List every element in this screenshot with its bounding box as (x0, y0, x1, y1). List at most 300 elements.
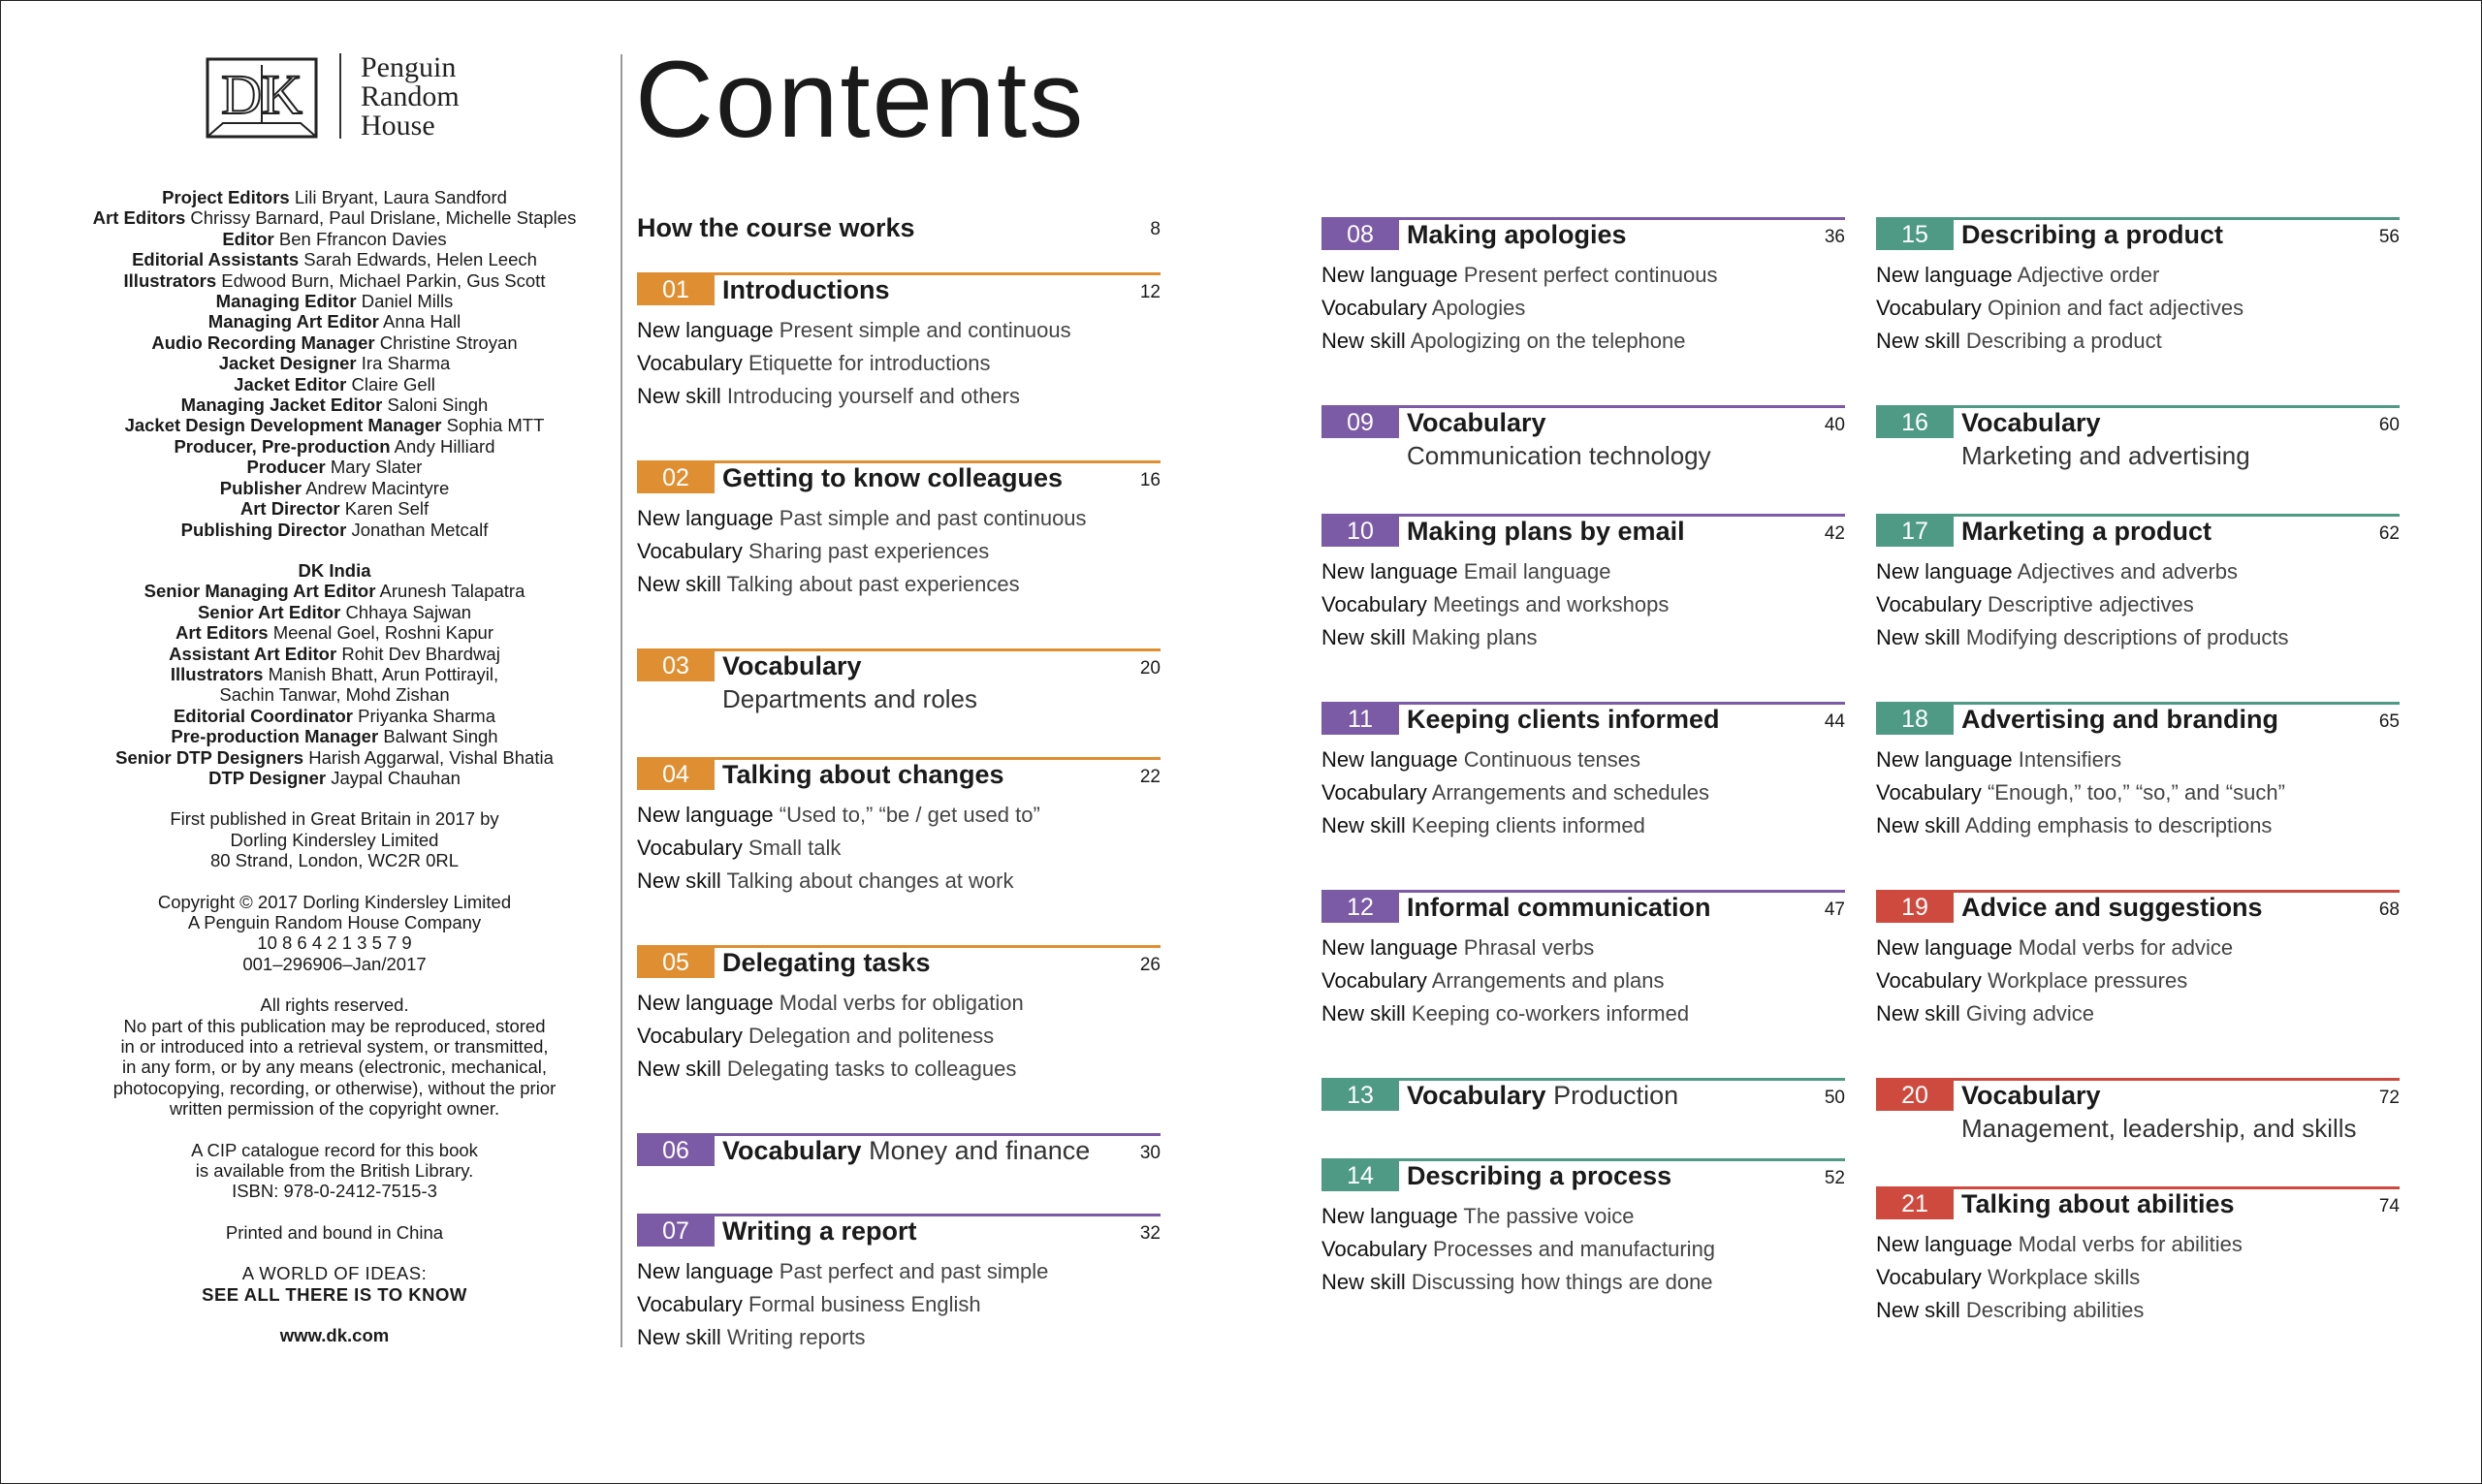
credits-spacer (48, 974, 620, 995)
unit-title-text: Vocabulary (722, 1136, 862, 1165)
row-label: New language (1321, 747, 1458, 772)
unit-row-new-language (1876, 555, 2289, 588)
unit-page-number: 62 (2378, 523, 2400, 544)
row-value: Formal business English (748, 1292, 981, 1316)
row-label: New language (1876, 263, 2013, 287)
credit-role: Publisher (219, 477, 302, 498)
unit-row-vocabulary (1876, 964, 2233, 997)
row-label: New skill (1876, 625, 1960, 649)
row-value: Workplace pressures (1987, 968, 2188, 993)
unit-row-vocabulary (1876, 588, 2289, 621)
credits-spacer (48, 540, 620, 560)
unit-number-badge: 19 (1876, 893, 1954, 923)
row-label: Vocabulary (1876, 1265, 1982, 1289)
row-value: Present perfect continuous (1463, 263, 1718, 287)
row-label: New language (637, 506, 774, 530)
row-label: New language (1876, 1232, 2013, 1256)
credit-names: Anna Hall (383, 311, 461, 332)
row-label: Vocabulary (1321, 592, 1427, 616)
unit-row-new-skill (1321, 997, 1689, 1030)
unit-title-text: Making apologies (1407, 220, 1627, 249)
unit-title-text: Vocabulary (1407, 408, 1546, 437)
unit-row-new-language (1321, 743, 1709, 776)
unit-number-badge: 02 (637, 463, 715, 493)
row-label: New language (1321, 935, 1458, 960)
unit-title-text: Vocabulary (1961, 1081, 2101, 1110)
printed-line: Printed and bound in China (225, 1221, 444, 1243)
credit-line (48, 684, 620, 705)
row-label: Vocabulary (637, 351, 743, 375)
prh-line: Random (361, 80, 460, 112)
see-all-tagline: SEE ALL THERE IS TO KNOW (202, 1283, 467, 1305)
prh-line: House (361, 110, 435, 142)
unit-page-number: 60 (2378, 415, 2400, 435)
row-label: New skill (1876, 1298, 1960, 1322)
row-value: Adjective order (2017, 263, 2160, 287)
row-label: New language (637, 1259, 774, 1283)
credit-names: Daniel Mills (361, 291, 454, 312)
rights-line: written permission of the copyright owner. (169, 1098, 500, 1120)
row-label: New skill (1321, 1270, 1406, 1294)
unit-number-badge: 13 (1321, 1081, 1399, 1111)
credit-line (48, 664, 620, 684)
credit-role: Senior Art Editor (197, 601, 341, 622)
rights-line: in any form, or by any means (electronic, mechanical, (121, 1057, 548, 1078)
credit-names: Chhaya Sajwan (345, 601, 472, 622)
unit-title-text: Making plans by email (1407, 517, 1685, 546)
unit-subtitle: Communication technology (1407, 441, 1711, 470)
cip-line: is available from the British Library. (195, 1160, 474, 1182)
unit-title-text: Getting to know colleagues (722, 463, 1064, 492)
credit-role: Editorial Assistants (132, 249, 300, 270)
copyright-line: 10 8 6 4 2 1 3 5 7 9 (257, 932, 412, 954)
credit-role: Illustrators (123, 269, 217, 291)
row-value: Giving advice (1965, 1001, 2094, 1026)
unit-row-new-language (637, 987, 1024, 1020)
credit-names: Arunesh Talapatra (379, 581, 525, 602)
unit-number-badge: 10 (1321, 517, 1399, 547)
row-value: Making plans (1411, 625, 1538, 649)
row-label: New skill (637, 1057, 721, 1081)
publisher-logo (204, 53, 485, 150)
unit-title (722, 947, 931, 979)
row-label: New skill (637, 384, 721, 408)
row-value: Modal verbs for obligation (779, 991, 1024, 1015)
unit-row-new-skill (637, 568, 1087, 601)
credit-role: Assistant Art Editor (169, 643, 337, 664)
rights-line: photocopying, recording, or otherwise), without the prior (112, 1077, 557, 1098)
unit-row-new-language (1321, 1200, 1715, 1233)
unit-number-badge: 21 (1876, 1189, 1954, 1219)
row-label: New skill (1321, 625, 1406, 649)
unit-number-badge: 09 (1321, 408, 1399, 438)
credits-spacer (48, 1202, 620, 1222)
unit-row-new-skill (1876, 809, 2285, 842)
row-label: New language (637, 318, 774, 342)
unit-page-number: 32 (1139, 1223, 1161, 1244)
unit-row-new-language (1876, 1228, 2243, 1261)
credit-role: Producer (246, 457, 326, 478)
unit-title (722, 1135, 1090, 1167)
unit-detail-rows (1321, 743, 1709, 842)
row-value: Email language (1463, 559, 1611, 584)
row-value: Past perfect and past simple (779, 1259, 1049, 1283)
credit-role: Editorial Coordinator (173, 705, 353, 726)
unit-page-number: 22 (1139, 767, 1161, 787)
unit-detail-rows (637, 799, 1040, 898)
row-value: Etiquette for introductions (748, 351, 991, 375)
toc-entry-title: How the course works (637, 213, 915, 242)
credit-names: Andrew Macintyre (305, 477, 450, 498)
unit-detail-rows (1321, 1200, 1715, 1299)
unit-row-vocabulary (1321, 292, 1718, 325)
logo-separator (339, 53, 341, 139)
credit-line (48, 644, 620, 664)
row-value: Past simple and past continuous (779, 506, 1087, 530)
unit-row-vocabulary (1321, 964, 1689, 997)
credit-role: Art Editors (175, 622, 269, 644)
unit-title (722, 1216, 917, 1247)
unit-title (722, 462, 1063, 494)
row-value: “Used to,” “be / get used to” (779, 803, 1040, 827)
unit-title (1961, 704, 2278, 736)
unit-detail-rows (1321, 931, 1689, 1030)
credit-names: Christine Stroyan (379, 332, 518, 353)
credit-role: Audio Recording Manager (151, 332, 375, 353)
credit-role: Jacket Design Development Manager (124, 415, 442, 436)
row-label: New language (637, 991, 774, 1015)
credit-role: Jacket Editor (234, 373, 347, 395)
credit-role: Project Editors (162, 187, 290, 207)
row-value: Arrangements and plans (1431, 968, 1665, 993)
unit-row-new-skill (637, 1053, 1024, 1086)
unit-title (722, 759, 1004, 791)
unit-row-new-language (1876, 743, 2285, 776)
credit-role: Pre-production Manager (171, 726, 379, 747)
credit-role: Illustrators (170, 663, 264, 684)
unit-page-number: 68 (2378, 900, 2400, 920)
unit-title (1407, 219, 1627, 251)
credit-role: Managing Jacket Editor (180, 395, 383, 416)
unit-page-number: 65 (2378, 711, 2400, 732)
credits-block (48, 187, 620, 1346)
unit-page-number: 16 (1139, 470, 1161, 490)
credits-spacer (48, 1305, 620, 1325)
row-value: Opinion and fact adjectives (1987, 296, 2244, 320)
unit-subtitle: Management, leadership, and skills (1961, 1114, 2357, 1143)
credit-role: Art Editors (92, 207, 186, 229)
credit-line (48, 602, 620, 622)
unit-page-number: 72 (2378, 1088, 2400, 1108)
credit-role: Editor (222, 228, 274, 249)
unit-row-vocabulary (1876, 1261, 2243, 1294)
credit-names: Claire Gell (351, 373, 435, 395)
credit-names: Balwant Singh (383, 726, 498, 747)
row-value: Discussing how things are done (1411, 1270, 1713, 1294)
credit-names: Mary Slater (330, 457, 423, 478)
unit-page-number: 42 (1824, 523, 1845, 544)
credit-line (48, 747, 620, 768)
unit-number-badge: 20 (1876, 1081, 1954, 1111)
unit-page-number: 50 (1824, 1088, 1845, 1108)
copyright-line: A Penguin Random House Company (187, 912, 482, 932)
credit-names: Edwood Burn, Michael Parkin, Gus Scott (221, 269, 546, 291)
unit-title-text: Describing a process (1407, 1161, 1672, 1190)
credit-names: Saloni Singh (387, 395, 489, 416)
credit-line (48, 291, 620, 311)
credit-line (48, 311, 620, 332)
unit-row-new-language (637, 502, 1087, 535)
unit-title-text: Writing a report (722, 1216, 917, 1246)
unit-row-vocabulary (637, 347, 1071, 380)
credit-names: Priyanka Sharma (358, 705, 496, 726)
row-label: Vocabulary (1321, 296, 1427, 320)
row-value: Talking about past experiences (726, 572, 1020, 596)
row-value: Adding emphasis to descriptions (1964, 813, 2273, 837)
credit-names: Lili Bryant, Laura Sandford (294, 187, 507, 207)
credit-role: DTP Designer (208, 767, 327, 788)
first-published-line: Dorling Kindersley Limited (230, 829, 439, 850)
unit-row-new-skill (1321, 621, 1669, 654)
unit-row-new-language (1321, 931, 1689, 964)
unit-row-vocabulary (1321, 1233, 1715, 1266)
unit-inline-subtitle: Money and finance (869, 1136, 1091, 1165)
row-label: New language (1321, 1204, 1458, 1228)
row-label: New skill (1876, 329, 1960, 353)
credit-names: Rohit Dev Bhardwaj (341, 643, 500, 664)
unit-page-number: 44 (1824, 711, 1845, 732)
row-value: Modifying descriptions of products (1965, 625, 2289, 649)
unit-detail-rows (637, 1255, 1048, 1354)
row-value: Keeping co-workers informed (1411, 1001, 1690, 1026)
unit-detail-rows (1876, 555, 2289, 654)
credit-role: Senior Managing Art Editor (143, 581, 376, 602)
credit-line (48, 457, 620, 477)
world-of-ideas: A WORLD OF IDEAS: (241, 1263, 428, 1284)
unit-number-badge: 08 (1321, 220, 1399, 250)
unit-title (1407, 516, 1685, 548)
row-label: New language (1876, 935, 2013, 960)
credit-role: Senior DTP Designers (115, 746, 304, 768)
unit-number-badge: 04 (637, 760, 715, 790)
credit-line (48, 270, 620, 291)
credit-role: Art Director (239, 498, 340, 520)
row-value: Present simple and continuous (779, 318, 1071, 342)
row-value: The passive voice (1463, 1204, 1635, 1228)
unit-title-text: Delegating tasks (722, 948, 931, 977)
unit-page-number: 40 (1824, 415, 1845, 435)
unit-subtitle: Marketing and advertising (1961, 441, 2250, 470)
credit-line (48, 706, 620, 726)
unit-number-badge: 18 (1876, 705, 1954, 735)
unit-row-new-language (637, 799, 1040, 832)
dk-logo-icon (204, 55, 320, 141)
row-label: Vocabulary (1876, 780, 1982, 805)
unit-number-badge: 15 (1876, 220, 1954, 250)
unit-color-rule (637, 272, 1161, 275)
row-label: Vocabulary (1876, 968, 1982, 993)
credit-line (48, 374, 620, 395)
rights-line: in or introduced into a retrieval system, or transmitted, (120, 1036, 549, 1058)
unit-number-badge: 05 (637, 948, 715, 978)
unit-title-text: Vocabulary (722, 651, 862, 680)
credit-names: Sarah Edwards, Helen Leech (303, 249, 537, 270)
unit-title (722, 650, 862, 682)
row-label: New language (637, 803, 774, 827)
row-value: Processes and manufacturing (1432, 1237, 1716, 1261)
rights-line: All rights reserved. (260, 995, 409, 1016)
unit-subtitle: Departments and roles (722, 684, 978, 713)
unit-detail-rows (637, 502, 1087, 601)
credit-names: Ben Ffrancon Davies (278, 228, 447, 249)
unit-row-vocabulary (1321, 776, 1709, 809)
column-divider (620, 54, 622, 1347)
row-value: Describing a product (1965, 329, 2162, 353)
unit-title (1961, 1080, 2101, 1112)
row-value: Delegation and politeness (748, 1024, 995, 1048)
row-value: Writing reports (726, 1325, 866, 1349)
unit-title-text: Talking about abilities (1961, 1189, 2235, 1218)
page-title: Contents (635, 39, 1086, 160)
unit-title-text: Introductions (722, 275, 890, 304)
unit-row-vocabulary (637, 535, 1087, 568)
unit-row-vocabulary (637, 1288, 1048, 1321)
row-value: Arrangements and schedules (1431, 780, 1709, 805)
unit-detail-rows (1321, 555, 1669, 654)
row-value: Sharing past experiences (748, 539, 990, 563)
credit-line (48, 581, 620, 601)
unit-row-new-skill (1876, 1294, 2243, 1327)
unit-number-badge: 11 (1321, 705, 1399, 735)
unit-row-new-language (1321, 259, 1718, 292)
unit-title-text: Informal communication (1407, 893, 1711, 922)
unit-row-vocabulary (1321, 588, 1669, 621)
credit-line (48, 726, 620, 746)
row-value: Introducing yourself and others (726, 384, 1020, 408)
unit-title (1407, 704, 1720, 736)
unit-row-vocabulary (637, 1020, 1024, 1053)
unit-number-badge: 07 (637, 1216, 715, 1247)
credit-line (48, 207, 620, 228)
unit-title (1407, 892, 1711, 924)
unit-title (722, 274, 889, 306)
credit-line (48, 520, 620, 540)
credit-line (48, 229, 620, 249)
unit-row-new-skill (637, 865, 1040, 898)
row-label: New skill (637, 1325, 721, 1349)
unit-row-vocabulary (1876, 776, 2285, 809)
credit-line (48, 353, 620, 373)
toc-entry-how-course-works[interactable] (637, 213, 1161, 246)
credit-line (48, 498, 620, 519)
copyright-line: 001–296906–Jan/2017 (242, 953, 427, 974)
unit-row-new-skill (1321, 325, 1718, 358)
unit-row-new-language (1876, 259, 2243, 292)
row-value: Small talk (748, 836, 842, 860)
unit-title (1407, 407, 1546, 439)
row-label: New skill (1876, 1001, 1960, 1026)
unit-row-new-skill (1876, 325, 2243, 358)
row-label: New language (1321, 263, 1458, 287)
credit-names: Chrissy Barnard, Paul Drislane, Michelle Staples (190, 207, 577, 229)
unit-title-text: Marketing a product (1961, 517, 2212, 546)
unit-row-new-language (1876, 931, 2233, 964)
unit-page-number: 56 (2378, 227, 2400, 247)
unit-number-badge: 14 (1321, 1161, 1399, 1191)
credit-names: Harish Aggarwal, Vishal Bhatia (308, 746, 554, 768)
credit-names: Jonathan Metcalf (351, 519, 489, 540)
unit-row-new-skill (637, 1321, 1048, 1354)
unit-page-number: 74 (2378, 1196, 2400, 1216)
unit-number-badge: 12 (1321, 893, 1399, 923)
unit-title-text: Talking about changes (722, 760, 1004, 789)
credit-line (48, 332, 620, 353)
row-label: New language (1321, 559, 1458, 584)
unit-detail-rows (1876, 931, 2233, 1030)
unit-title (1961, 516, 2212, 548)
unit-detail-rows (1876, 1228, 2243, 1327)
unit-title-text: Advice and suggestions (1961, 893, 2263, 922)
unit-row-new-skill (1321, 1266, 1715, 1299)
credit-names: Meenal Goel, Roshni Kapur (272, 622, 493, 644)
credit-names: Jaypal Chauhan (331, 767, 461, 788)
row-label: Vocabulary (637, 539, 743, 563)
credit-names: Ira Sharma (361, 353, 451, 374)
unit-color-rule (637, 648, 1161, 651)
unit-title (1407, 1160, 1671, 1192)
first-published-line: 80 Strand, London, WC2R 0RL (209, 850, 460, 871)
row-label: Vocabulary (1321, 968, 1427, 993)
unit-detail-rows (637, 987, 1024, 1086)
unit-color-rule (1876, 1078, 2400, 1081)
unit-title (1961, 407, 2101, 439)
row-value: “Enough,” too,” “so,” and “such” (1987, 780, 2285, 805)
unit-detail-rows (1321, 259, 1718, 358)
row-value: Intensifiers (2018, 747, 2122, 772)
toc-entry-page: 8 (1150, 219, 1161, 239)
unit-detail-rows (637, 314, 1071, 413)
row-label: New skill (1321, 1001, 1406, 1026)
credits-spacer (48, 1243, 620, 1263)
credit-names: Karen Self (344, 498, 430, 520)
unit-page-number: 12 (1139, 282, 1161, 302)
unit-row-new-skill (1876, 621, 2289, 654)
row-label: New skill (637, 572, 721, 596)
row-value: Talking about changes at work (726, 868, 1014, 893)
website-link[interactable]: www.dk.com (279, 1325, 390, 1346)
unit-title-text: Keeping clients informed (1407, 705, 1720, 734)
row-value: Describing abilities (1965, 1298, 2145, 1322)
row-label: New skill (1321, 813, 1406, 837)
credit-line (48, 622, 620, 643)
unit-detail-rows (1876, 259, 2243, 358)
credits-spacer (48, 1120, 620, 1140)
row-value: Apologizing on the telephone (1410, 329, 1686, 353)
unit-detail-rows (1876, 743, 2285, 842)
prh-line: Penguin (361, 51, 457, 83)
cip-line: ISBN: 978-0-2412-7515-3 (232, 1181, 437, 1202)
dk-logo-text: DK (221, 63, 302, 126)
credit-role: Producer, Pre-production (174, 435, 391, 457)
unit-title-text: Vocabulary (1407, 1081, 1546, 1110)
row-value: Continuous tenses (1463, 747, 1641, 772)
row-value: Workplace skills (1987, 1265, 2141, 1289)
row-value: Delegating tasks to colleagues (726, 1057, 1017, 1081)
rights-line: No part of this publication may be reproduced, stored (123, 1015, 546, 1036)
unit-number-badge: 03 (637, 651, 715, 681)
unit-title-text: Advertising and branding (1961, 705, 2279, 734)
credit-role: Managing Editor (215, 291, 357, 312)
